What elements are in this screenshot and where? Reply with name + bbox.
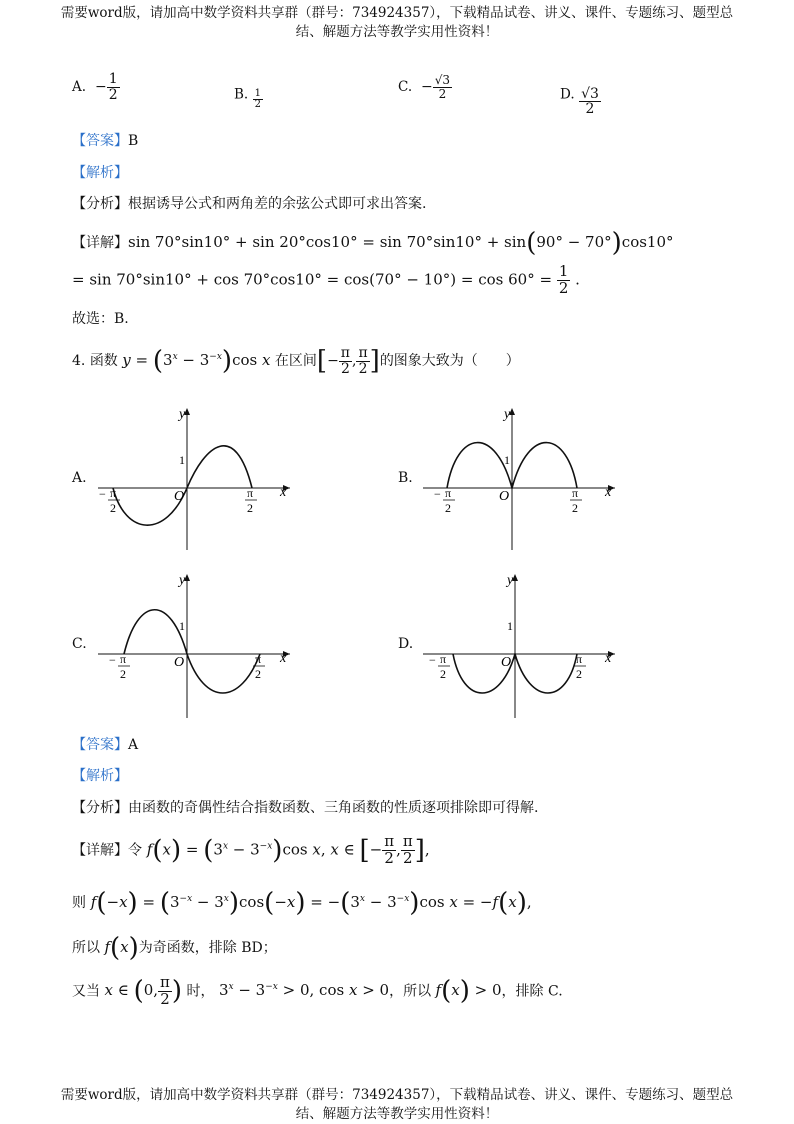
- q4-detail-line-4: 又当 x ∈ (0, $\frac{\pi}{2}$ ) 时， $3^x - 3^{-x} > 0$, cos x > 0，所以 f(x) > 0，排除 C.: [72, 973, 563, 1008]
- two-label: 2: [576, 667, 582, 681]
- x-label: x: [280, 651, 287, 666]
- q4-analysis-tag: 【解析】: [72, 768, 128, 784]
- curve-c: [124, 610, 260, 693]
- q3-conclusion: 故选：B.: [72, 311, 129, 327]
- neg-two-label: 2: [440, 667, 446, 681]
- x-label: x: [280, 485, 287, 500]
- two-label: 2: [255, 667, 261, 681]
- q3-detail-line-1: 【详解】sin 70°sin10° + sin 20°cos10° = sin 70°sin10° + sin(90° − 70°)cos10°: [72, 228, 674, 258]
- origin-label: O: [174, 655, 185, 670]
- origin-label: O: [499, 489, 510, 504]
- q4-detail-line-3: 所以 f(x)为奇函数，排除 BD；: [72, 933, 277, 963]
- q4-stem: 4. 函数 $y = (3^x - 3^{-x})\cos$ x 在区间[− $\frac{\pi}{2}$ , $\frac{\pi}{2}$ ]的图象大致为（ ）: [72, 345, 520, 377]
- x-label: x: [605, 651, 612, 666]
- neg-pi-label: π: [110, 486, 117, 500]
- graph-a: [90, 400, 300, 555]
- q4-answer: 【答案】A: [72, 737, 139, 753]
- neg-two-label: 2: [445, 501, 451, 515]
- pi-label: π: [247, 486, 254, 500]
- neg-pi-label: π: [120, 652, 127, 666]
- q3-option-a: A. − $\frac{1}{2}$: [72, 71, 118, 103]
- q4-detail-line-1: 【详解】令 $f(x) = (3^x - 3^{-x})\cos$ x, x ∈ [− $\frac{\pi}{2}$ , $\frac{\pi}{2}$ ],: [72, 832, 430, 867]
- graph-d: [415, 566, 625, 721]
- neg-pi-label: π: [440, 652, 447, 666]
- neg-sign: −: [429, 653, 436, 667]
- banner-line-1: 需要word版，请加高中数学资料共享群（群号：734924357），下载精品试卷、讲义、课件、专题练习、题型总: [60, 5, 734, 21]
- neg-sign: −: [99, 487, 106, 501]
- y-label: y: [179, 407, 186, 422]
- one-label: 1: [179, 453, 185, 467]
- banner-line-2: 结、解题方法等教学实用性资料！: [295, 24, 499, 40]
- q3-fenxi: 【分析】根据诱导公式和两角差的余弦公式即可求出答案.: [72, 196, 427, 212]
- graph-c-label: C.: [72, 636, 87, 652]
- banner-line-2: 结、解题方法等教学实用性资料！: [295, 1106, 499, 1122]
- neg-two-label: 2: [110, 501, 116, 515]
- y-label: y: [504, 407, 511, 422]
- q4-detail-line-2: 则 $f(-x) = (3^{-x} - 3^x)\cos(-x) = -(3^x - 3^{-x})\cos$ x = −f(x),: [72, 888, 532, 918]
- pi-label: π: [572, 486, 579, 500]
- graph-d-label: D.: [398, 636, 414, 652]
- graph-c: [90, 566, 300, 721]
- q3-answer: 【答案】B: [72, 133, 139, 149]
- q3-detail-line-2: = sin 70°sin10° + cos 70°cos10° = cos(70° − 10°) = cos 60° = $\frac{1}{2}$ .: [72, 262, 580, 297]
- graph-b-label: B.: [398, 470, 413, 486]
- y-label: y: [179, 573, 186, 588]
- graph-b: [415, 400, 625, 555]
- banner-line-1: 需要word版，请加高中数学资料共享群（群号：734924357），下载精品试卷、讲义、课件、专题练习、题型总: [60, 1087, 734, 1103]
- x-label: x: [605, 485, 612, 500]
- one-label: 1: [179, 619, 185, 633]
- two-label: 2: [572, 501, 578, 515]
- origin-label: O: [174, 489, 185, 504]
- one-label: 1: [507, 619, 513, 633]
- origin-label: O: [501, 655, 512, 670]
- graph-a-label: A.: [72, 470, 87, 486]
- neg-sign: −: [109, 653, 116, 667]
- neg-two-label: 2: [120, 667, 126, 681]
- q3-option-c: C. − $\frac{√3}{2}$: [398, 73, 451, 101]
- q4-fenxi: 【分析】由函数的奇偶性结合指数函数、三角函数的性质逐项排除即可得解.: [72, 800, 539, 816]
- pi-label: π: [576, 652, 583, 666]
- q3-option-d: D. $\frac{√3}{2}$: [560, 85, 599, 118]
- two-label: 2: [247, 501, 253, 515]
- neg-pi-label: π: [445, 486, 452, 500]
- one-label: 1: [504, 453, 510, 467]
- bottom-banner: [60, 1086, 734, 1124]
- neg-sign: −: [434, 487, 441, 501]
- q3-analysis-tag: 【解析】: [72, 165, 128, 181]
- top-banner: [60, 4, 734, 42]
- pi-label: π: [255, 652, 262, 666]
- y-label: y: [507, 573, 514, 588]
- q3-option-b: B. $\frac{1}{2}$: [234, 86, 262, 110]
